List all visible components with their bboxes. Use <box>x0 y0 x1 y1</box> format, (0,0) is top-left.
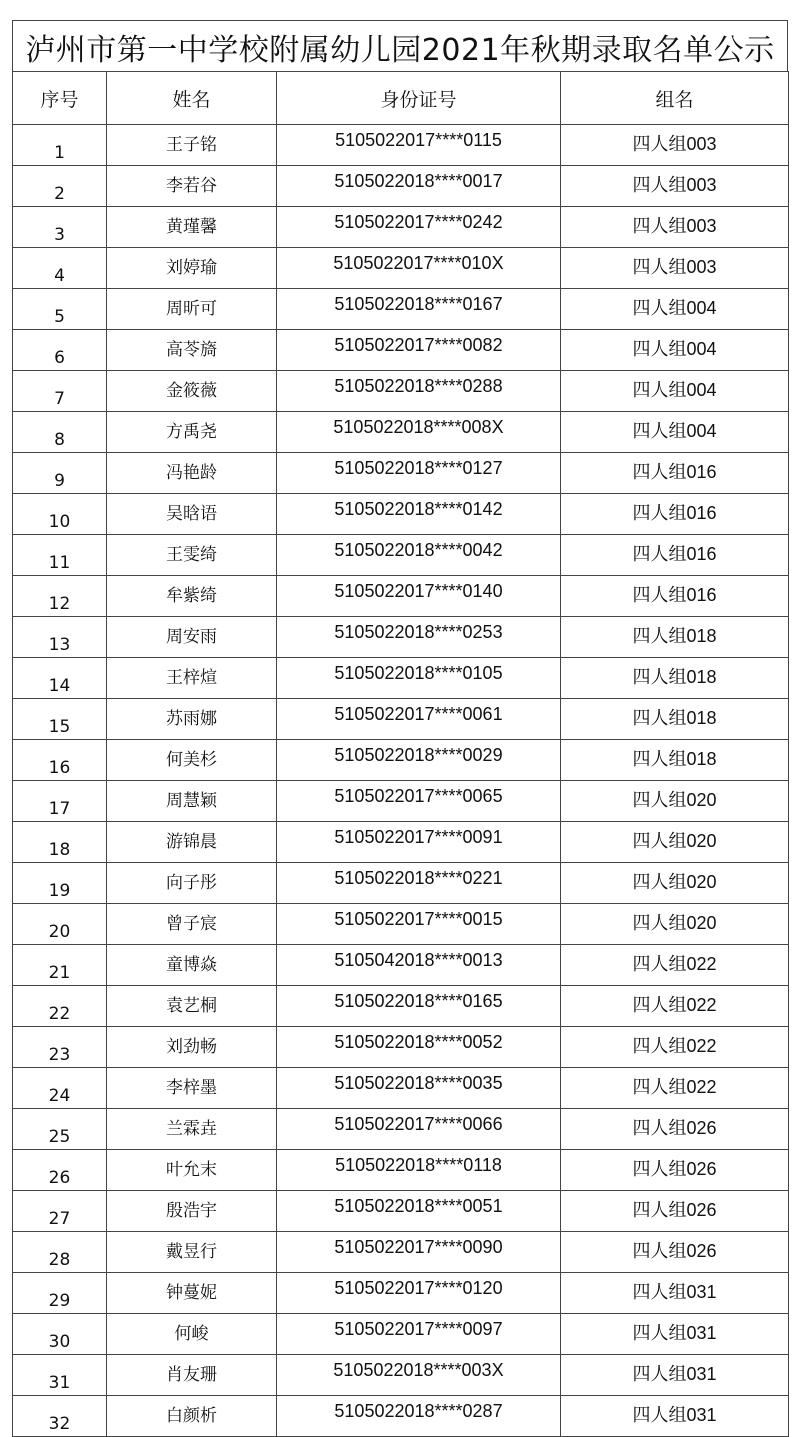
id-cell: 5105022017****0242 <box>277 207 561 248</box>
group-cell: 四人组022 <box>561 1027 789 1068</box>
seq-cell: 24 <box>13 1068 107 1109</box>
id-cell: 5105022018****0127 <box>277 453 561 494</box>
seq-cell: 7 <box>13 371 107 412</box>
seq-cell: 2 <box>13 166 107 207</box>
id-cell: 5105022018****0105 <box>277 658 561 699</box>
id-cell: 5105022017****010X <box>277 248 561 289</box>
id-cell: 5105022017****0091 <box>277 822 561 863</box>
name-cell: 童博焱 <box>107 945 277 986</box>
table-row <box>13 166 789 207</box>
name-cell: 牟紫绮 <box>107 576 277 617</box>
table-row <box>13 1355 789 1396</box>
group-cell: 四人组020 <box>561 904 789 945</box>
group-cell: 四人组020 <box>561 781 789 822</box>
group-cell: 四人组016 <box>561 494 789 535</box>
table-row <box>13 1068 789 1109</box>
group-cell: 四人组031 <box>561 1314 789 1355</box>
seq-cell: 15 <box>13 699 107 740</box>
name-cell: 刘劲畅 <box>107 1027 277 1068</box>
seq-cell: 4 <box>13 248 107 289</box>
seq-cell: 28 <box>13 1232 107 1273</box>
table-row <box>13 945 789 986</box>
id-cell: 5105022018****0165 <box>277 986 561 1027</box>
name-cell: 刘婷瑜 <box>107 248 277 289</box>
table-row <box>13 330 789 371</box>
id-cell: 5105022017****0015 <box>277 904 561 945</box>
seq-cell: 16 <box>13 740 107 781</box>
group-cell: 四人组022 <box>561 945 789 986</box>
table-row <box>13 1314 789 1355</box>
id-cell: 5105022017****0097 <box>277 1314 561 1355</box>
seq-cell: 25 <box>13 1109 107 1150</box>
seq-cell: 3 <box>13 207 107 248</box>
seq-cell: 30 <box>13 1314 107 1355</box>
group-cell: 四人组031 <box>561 1355 789 1396</box>
seq-cell: 1 <box>13 125 107 166</box>
id-cell: 5105022018****0017 <box>277 166 561 207</box>
group-cell: 四人组031 <box>561 1273 789 1314</box>
table-row <box>13 1232 789 1273</box>
id-cell: 5105022017****0090 <box>277 1232 561 1273</box>
page-title: 泸州市第一中学校附属幼儿园2021年秋期录取名单公示 <box>12 20 788 72</box>
table-row <box>13 535 789 576</box>
table-row <box>13 248 789 289</box>
group-cell: 四人组004 <box>561 330 789 371</box>
table-row <box>13 453 789 494</box>
seq-cell: 6 <box>13 330 107 371</box>
seq-cell: 23 <box>13 1027 107 1068</box>
seq-cell: 11 <box>13 535 107 576</box>
group-cell: 四人组031 <box>561 1396 789 1437</box>
name-cell: 王雯绮 <box>107 535 277 576</box>
id-cell: 5105022018****0167 <box>277 289 561 330</box>
table-row <box>13 1150 789 1191</box>
group-cell: 四人组026 <box>561 1150 789 1191</box>
id-cell: 5105022017****0115 <box>277 125 561 166</box>
name-cell: 周安雨 <box>107 617 277 658</box>
group-cell: 四人组004 <box>561 289 789 330</box>
name-cell: 游锦晨 <box>107 822 277 863</box>
group-cell: 四人组018 <box>561 617 789 658</box>
group-cell: 四人组026 <box>561 1232 789 1273</box>
table-row <box>13 1191 789 1232</box>
name-cell: 周昕可 <box>107 289 277 330</box>
name-cell: 方禹尧 <box>107 412 277 453</box>
table-row <box>13 494 789 535</box>
name-cell: 黄瑾馨 <box>107 207 277 248</box>
id-cell: 5105022018****003X <box>277 1355 561 1396</box>
group-cell: 四人组018 <box>561 699 789 740</box>
name-cell: 李若谷 <box>107 166 277 207</box>
table-row <box>13 576 789 617</box>
seq-cell: 8 <box>13 412 107 453</box>
seq-cell: 13 <box>13 617 107 658</box>
name-cell: 周慧颖 <box>107 781 277 822</box>
table-row <box>13 207 789 248</box>
seq-cell: 21 <box>13 945 107 986</box>
header-group: 组名 <box>561 72 789 125</box>
id-cell: 5105022017****0065 <box>277 781 561 822</box>
admission-table <box>12 71 789 1437</box>
id-cell: 5105022017****0120 <box>277 1273 561 1314</box>
header-id: 身份证号 <box>277 72 561 125</box>
name-cell: 金筱薇 <box>107 371 277 412</box>
table-row <box>13 740 789 781</box>
table-row <box>13 617 789 658</box>
seq-cell: 18 <box>13 822 107 863</box>
seq-cell: 32 <box>13 1396 107 1437</box>
header-seq: 序号 <box>13 72 107 125</box>
table-row <box>13 289 789 330</box>
seq-cell: 29 <box>13 1273 107 1314</box>
seq-cell: 17 <box>13 781 107 822</box>
id-cell: 5105042018****0013 <box>277 945 561 986</box>
table-row <box>13 371 789 412</box>
name-cell: 钟蔓妮 <box>107 1273 277 1314</box>
id-cell: 5105022018****0287 <box>277 1396 561 1437</box>
seq-cell: 26 <box>13 1150 107 1191</box>
table-body <box>13 125 789 1437</box>
group-cell: 四人组003 <box>561 207 789 248</box>
group-cell: 四人组004 <box>561 371 789 412</box>
group-cell: 四人组003 <box>561 125 789 166</box>
name-cell: 冯艳龄 <box>107 453 277 494</box>
name-cell: 高苓旖 <box>107 330 277 371</box>
group-cell: 四人组003 <box>561 166 789 207</box>
name-cell: 王梓煊 <box>107 658 277 699</box>
id-cell: 5105022018****0288 <box>277 371 561 412</box>
name-cell: 殷浩宇 <box>107 1191 277 1232</box>
id-cell: 5105022018****0051 <box>277 1191 561 1232</box>
header-name: 姓名 <box>107 72 277 125</box>
name-cell: 向子彤 <box>107 863 277 904</box>
id-cell: 5105022018****0221 <box>277 863 561 904</box>
name-cell: 何峻 <box>107 1314 277 1355</box>
group-cell: 四人组004 <box>561 412 789 453</box>
seq-cell: 20 <box>13 904 107 945</box>
seq-cell: 27 <box>13 1191 107 1232</box>
id-cell: 5105022018****0042 <box>277 535 561 576</box>
id-cell: 5105022017****0082 <box>277 330 561 371</box>
name-cell: 叶允末 <box>107 1150 277 1191</box>
table-row <box>13 1109 789 1150</box>
name-cell: 何美杉 <box>107 740 277 781</box>
seq-cell: 14 <box>13 658 107 699</box>
seq-cell: 10 <box>13 494 107 535</box>
name-cell: 吴晗语 <box>107 494 277 535</box>
group-cell: 四人组020 <box>561 863 789 904</box>
table-row <box>13 658 789 699</box>
seq-cell: 5 <box>13 289 107 330</box>
seq-cell: 31 <box>13 1355 107 1396</box>
table-row <box>13 1396 789 1437</box>
group-cell: 四人组018 <box>561 740 789 781</box>
group-cell: 四人组022 <box>561 986 789 1027</box>
id-cell: 5105022018****0253 <box>277 617 561 658</box>
group-cell: 四人组016 <box>561 576 789 617</box>
id-cell: 5105022018****0118 <box>277 1150 561 1191</box>
name-cell: 袁艺桐 <box>107 986 277 1027</box>
group-cell: 四人组018 <box>561 658 789 699</box>
name-cell: 兰霖垚 <box>107 1109 277 1150</box>
table-row <box>13 904 789 945</box>
name-cell: 李梓墨 <box>107 1068 277 1109</box>
id-cell: 5105022017****0066 <box>277 1109 561 1150</box>
table-row <box>13 986 789 1027</box>
table-row <box>13 125 789 166</box>
group-cell: 四人组016 <box>561 453 789 494</box>
group-cell: 四人组022 <box>561 1068 789 1109</box>
name-cell: 肖友珊 <box>107 1355 277 1396</box>
id-cell: 5105022017****0140 <box>277 576 561 617</box>
id-cell: 5105022018****0029 <box>277 740 561 781</box>
id-cell: 5105022018****0142 <box>277 494 561 535</box>
table-row <box>13 699 789 740</box>
group-cell: 四人组016 <box>561 535 789 576</box>
group-cell: 四人组003 <box>561 248 789 289</box>
seq-cell: 22 <box>13 986 107 1027</box>
id-cell: 5105022018****0052 <box>277 1027 561 1068</box>
id-cell: 5105022018****008X <box>277 412 561 453</box>
table-header-row <box>13 72 789 125</box>
id-cell: 5105022018****0035 <box>277 1068 561 1109</box>
name-cell: 戴昱行 <box>107 1232 277 1273</box>
seq-cell: 19 <box>13 863 107 904</box>
seq-cell: 9 <box>13 453 107 494</box>
name-cell: 王子铭 <box>107 125 277 166</box>
id-cell: 5105022017****0061 <box>277 699 561 740</box>
table-row <box>13 412 789 453</box>
group-cell: 四人组026 <box>561 1191 789 1232</box>
name-cell: 曾子宸 <box>107 904 277 945</box>
table-row <box>13 1273 789 1314</box>
table-row <box>13 822 789 863</box>
table-row <box>13 1027 789 1068</box>
table-row <box>13 781 789 822</box>
table-row <box>13 863 789 904</box>
group-cell: 四人组026 <box>561 1109 789 1150</box>
name-cell: 白颜析 <box>107 1396 277 1437</box>
name-cell: 苏雨娜 <box>107 699 277 740</box>
seq-cell: 12 <box>13 576 107 617</box>
group-cell: 四人组020 <box>561 822 789 863</box>
